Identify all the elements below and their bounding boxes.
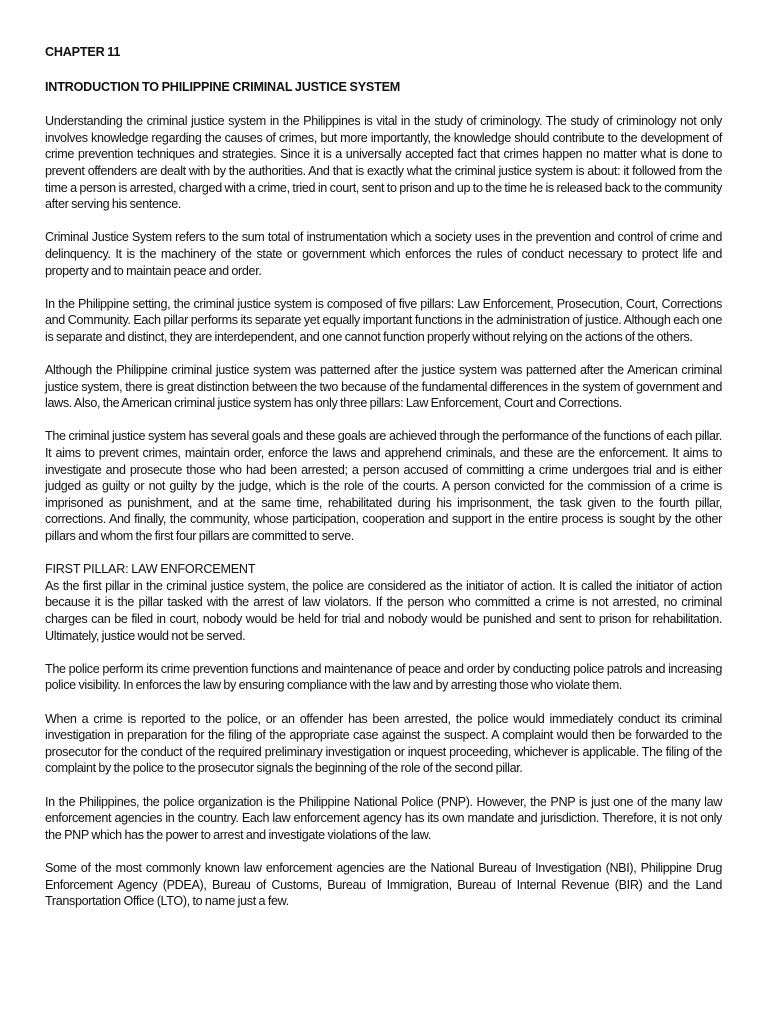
section-heading: FIRST PILLAR: LAW ENFORCEMENT (45, 562, 256, 577)
section-paragraph: When a crime is reported to the police, or an offender has been arrested, the police would immediately conduct its criminal investigation in preparation for the filing of the appropriate case against the suspect. A complaint would then be forwarded to the prosecutor for the conduct of the required preliminary investigation or inquest proceeding, whichever is applicable. The filing of the complaint by the police to the prosecutor signals the beginning of the role of the second pillar. (45, 711, 722, 776)
paragraph: Criminal Justice System refers to the sum total of instrumentation which a society uses in the prevention and control of crime and delinquency. It is the machinery of the state or government which enforces the rules of conduct necessary to protect life and property and to maintain peace and order. (45, 230, 722, 278)
section-paragraph: As the first pillar in the criminal justice system, the police are considered as the initiator of action. It is called the initiator of action because it is the pillar tasked with the arrest of law violators. If the person who committed a crime is not arrested, no criminal charges can be filed in court, nobody would be held for trial and nobody would be punished and sent to prison for rehabilitation. Ultimately, justice would not be served. (45, 578, 722, 643)
section-paragraph: In the Philippines, the police organization is the Philippine National Police (PNP). However, the PNP is just one of the many law enforcement agencies in the country. Each law enforcement agency has its own mandate and jurisdiction. Therefore, it is not only the PNP which has the power to arrest and investigate violations of the law. (45, 794, 722, 842)
section-paragraph: Some of the most commonly known law enforcement agencies are the National Bureau of Investigation (NBI), Philippine Drug Enforcement Agency (PDEA), Bureau of Customs, Bureau of Immigration, Bureau of Internal Revenue (BIR) and the Land Transportation Office (LTO), to name just a few. (45, 860, 722, 909)
chapter-title: INTRODUCTION TO PHILIPPINE CRIMINAL JUSTICE SYSTEM (45, 79, 401, 94)
chapter-label: CHAPTER 11 (45, 45, 121, 59)
document-page (45, 44, 722, 926)
paragraph: Understanding the criminal justice system in the Philippines is vital in the study of criminology. The study of criminology not only involves knowledge regarding the causes of crimes, but more importantly, the knowledge should contribute to the development of crime prevention techniques and strategies. Since it is a universally accepted fact that crimes happen no matter what is done to prevent offenders are dealt with by the authorities. And that is exactly what the criminal justice system is about: it followed from the time a person is arrested, charged with a crime, tried in court, sent to prison and up to the time he is released back to the community after serving his sentence. (45, 114, 722, 212)
section-paragraph: The police perform its crime prevention functions and maintenance of peace and order by conducting police patrols and increasing police visibility. In enforces the law by ensuring compliance with the law and by arresting those who violate them. (45, 661, 722, 693)
paragraph: In the Philippine setting, the criminal justice system is composed of five pillars: Law Enforcement, Prosecution, Court, Corrections and Community. Each pillar performs its separate yet equally important functions in the administration of justice. Although each one is separate and distinct, they are interdependent, and one cannot function properly without relying on the actions of the others. (45, 296, 722, 344)
paragraph: Although the Philippine criminal justice system was patterned after the justice system was patterned after the American criminal justice system, there is great distinction between the two because of the fundamental differences in the system of government and laws. Also, the American criminal justice system has only three pillars: Law Enforcement, Court and Corrections. (45, 363, 722, 411)
paragraph: The criminal justice system has several goals and these goals are achieved through the performance of the functions of each pillar. It aims to prevent crimes, maintain order, enforce the laws and apprehend criminals, and these are the enforcement. It aims to investigate and prosecute those who had been arrested; a person accused of committing a crime undergoes trial and is either judged as guilty or not guilty by the judge, which is the role of the courts. A person convicted for the commission of a crime is imprisoned as punishment, and at the same time, rehabilitated during his imprisonment, the task given to the fourth pillar, corrections. And finally, the community, whose participation, cooperation and support in the entire process is sought by the other pillars and whom the first four pillars are committed to serve. (45, 429, 722, 544)
